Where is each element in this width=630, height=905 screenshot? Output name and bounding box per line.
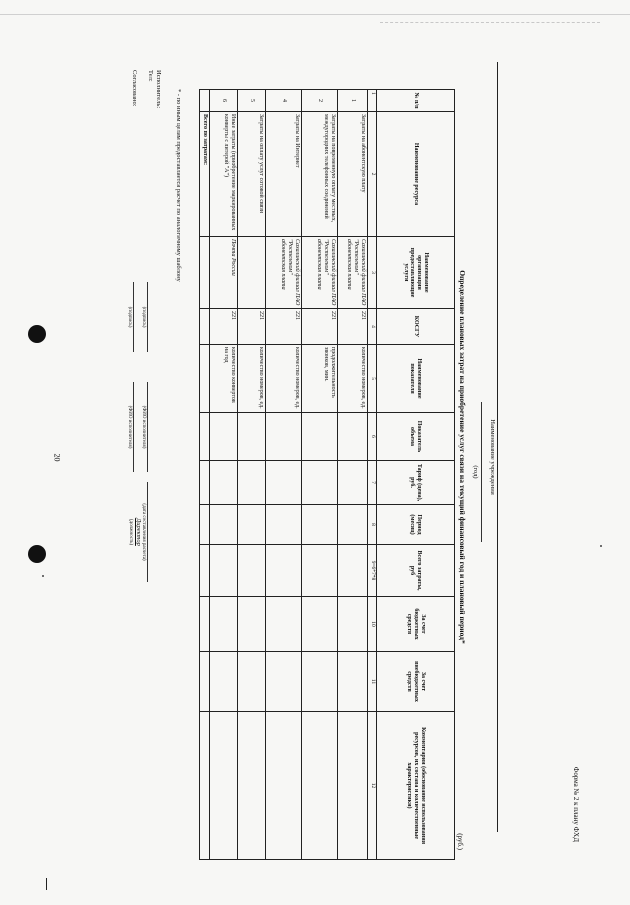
empty-cell bbox=[200, 237, 210, 309]
empty-cell bbox=[210, 413, 238, 461]
column-number-row bbox=[368, 90, 377, 860]
approved-label: Согласовано: bbox=[131, 70, 138, 107]
provider-name: Сахалинский филиал ПАО "Ростелеком" абонентская плата bbox=[302, 237, 338, 309]
rotated-form-page bbox=[127, 52, 600, 862]
name-line bbox=[147, 382, 148, 472]
table-row bbox=[338, 90, 368, 860]
resource-name: Затраты на Интернет bbox=[266, 112, 302, 237]
column-number: 1 bbox=[368, 90, 377, 112]
empty-cell bbox=[266, 545, 302, 597]
column-header: № п/п bbox=[377, 90, 455, 112]
scan-artifact-line bbox=[0, 14, 630, 15]
table-header-row bbox=[377, 90, 455, 860]
empty-cell bbox=[302, 712, 338, 860]
row-number: 1 bbox=[338, 90, 368, 112]
column-header: Комментарии (обоснование использования ресурсов, их состава и количественные характеристики) bbox=[377, 712, 455, 860]
column-header: Тариф (цена), руб. bbox=[377, 461, 455, 505]
empty-cell bbox=[200, 505, 210, 545]
column-number: 2 bbox=[368, 112, 377, 237]
kosgu-code: 221 bbox=[338, 309, 368, 345]
indicator-name: количество конвертов на год bbox=[210, 345, 238, 413]
column-number: 4 bbox=[368, 309, 377, 345]
kosgu-code: 221 bbox=[238, 309, 266, 345]
empty-cell bbox=[338, 505, 368, 545]
scan-artifact-line bbox=[380, 22, 600, 23]
empty-cell bbox=[266, 461, 302, 505]
empty-cell bbox=[210, 652, 238, 712]
column-header: Период (месяц) bbox=[377, 505, 455, 545]
empty-cell bbox=[338, 597, 368, 652]
empty-cell bbox=[200, 652, 210, 712]
column-number: 8 bbox=[368, 505, 377, 545]
scan-mark bbox=[46, 878, 47, 890]
signature-caption: (подпись) bbox=[141, 306, 146, 328]
empty-cell bbox=[266, 652, 302, 712]
empty-cell bbox=[238, 545, 266, 597]
empty-cell bbox=[302, 597, 338, 652]
unit-label: (руб.) bbox=[456, 833, 464, 850]
date-caption: (дата составления расчета) bbox=[141, 503, 146, 561]
table-row bbox=[266, 90, 302, 860]
provider-name: Сахалинский филиал ПАО "Ростелеком" абонентская плата bbox=[338, 237, 368, 309]
column-number: 12 bbox=[368, 712, 377, 860]
column-header: Наименование организации предоставляющие услуги bbox=[377, 237, 455, 309]
total-row bbox=[200, 90, 210, 860]
indicator-name: количество номеров, ед. bbox=[338, 345, 368, 413]
empty-cell bbox=[266, 712, 302, 860]
empty-cell bbox=[238, 505, 266, 545]
table-row bbox=[238, 90, 266, 860]
position-caption: (должность) bbox=[128, 518, 133, 546]
row-number: 6 bbox=[210, 90, 238, 112]
executor-label: Исполнитель: bbox=[155, 70, 162, 109]
column-header: За счет внебюджетных средств bbox=[377, 652, 455, 712]
scan-speck bbox=[42, 575, 44, 577]
date-line bbox=[147, 482, 148, 582]
column-header: Всего затраты, руб bbox=[377, 545, 455, 597]
empty-cell bbox=[338, 461, 368, 505]
empty-cell bbox=[200, 309, 210, 345]
empty-cell bbox=[210, 545, 238, 597]
punch-hole bbox=[28, 325, 46, 343]
provider-name: Почта России bbox=[210, 237, 238, 309]
empty-cell bbox=[210, 461, 238, 505]
year-rule bbox=[481, 402, 482, 542]
footnote: * - по иным целям предоставляется расчет по аналогичному шаблону bbox=[175, 89, 182, 282]
empty-cell bbox=[302, 545, 338, 597]
empty-cell bbox=[200, 413, 210, 461]
empty-cell bbox=[210, 712, 238, 860]
empty-cell bbox=[266, 597, 302, 652]
punch-hole bbox=[28, 545, 46, 563]
indicator-name: количество номеров, ед. bbox=[238, 345, 266, 413]
position-value: Директор bbox=[135, 518, 142, 546]
provider-name bbox=[238, 237, 266, 309]
empty-cell bbox=[210, 505, 238, 545]
column-header: Показатель объема bbox=[377, 413, 455, 461]
empty-cell bbox=[238, 597, 266, 652]
empty-cell bbox=[302, 461, 338, 505]
page-title: Определение плановых затрат на приобретение услуг связи на текущий финансовый год и плановый период* bbox=[458, 270, 467, 644]
empty-cell bbox=[302, 505, 338, 545]
column-number: 10 bbox=[368, 597, 377, 652]
empty-cell bbox=[200, 461, 210, 505]
column-header: Наименование показателя bbox=[377, 345, 455, 413]
empty-cell bbox=[338, 712, 368, 860]
organization-caption: Наименование учреждения bbox=[489, 419, 496, 495]
year-caption: (год) bbox=[472, 465, 479, 479]
resource-name: Иные затраты (приобретение маркированных конверты с литерой "А") bbox=[210, 112, 238, 237]
resource-name: Затраты на оплату услуг сотовой связи bbox=[238, 112, 266, 237]
empty-cell bbox=[302, 652, 338, 712]
signature-line bbox=[147, 282, 148, 352]
phone-label: Тел: bbox=[147, 70, 154, 82]
column-header: КОСГУ bbox=[377, 309, 455, 345]
indicator-name: количество номеров, ед. bbox=[266, 345, 302, 413]
column-number: 3 bbox=[368, 237, 377, 309]
empty-cell bbox=[238, 461, 266, 505]
row-number: 2 bbox=[302, 90, 338, 112]
kosgu-code: 221 bbox=[210, 309, 238, 345]
empty-cell bbox=[266, 505, 302, 545]
empty-cell bbox=[338, 545, 368, 597]
expense-table bbox=[199, 89, 455, 860]
column-header: За счет бюджетных средств bbox=[377, 597, 455, 652]
column-number: 11 bbox=[368, 652, 377, 712]
signature-caption: (подпись) bbox=[127, 306, 132, 328]
empty-cell bbox=[266, 413, 302, 461]
empty-cell bbox=[200, 90, 210, 112]
column-header: Наименование ресурса bbox=[377, 112, 455, 237]
empty-cell bbox=[238, 712, 266, 860]
table-row bbox=[302, 90, 338, 860]
total-label: Всего по затратам: bbox=[200, 112, 210, 237]
empty-cell bbox=[200, 545, 210, 597]
empty-cell bbox=[200, 712, 210, 860]
empty-cell bbox=[338, 413, 368, 461]
empty-cell bbox=[210, 597, 238, 652]
resource-name: Затраты на повременную оплату местных, междугородних телефонных соединений bbox=[302, 112, 338, 237]
row-number: 5 bbox=[238, 90, 266, 112]
name-line bbox=[133, 382, 134, 472]
name-caption: (ФИО исполнителя) bbox=[127, 405, 132, 449]
signature-line bbox=[133, 282, 134, 352]
column-number: 6 bbox=[368, 413, 377, 461]
organization-rule bbox=[497, 62, 498, 832]
empty-cell bbox=[238, 413, 266, 461]
kosgu-code: 221 bbox=[302, 309, 338, 345]
column-number: 9=6*7*8 bbox=[368, 545, 377, 597]
empty-cell bbox=[200, 597, 210, 652]
kosgu-code: 221 bbox=[266, 309, 302, 345]
scan-speck bbox=[600, 545, 602, 547]
empty-cell bbox=[200, 345, 210, 413]
indicator-name: продолжительность звонков, мин. bbox=[302, 345, 338, 413]
page-number: 20 bbox=[52, 453, 62, 462]
provider-name: Сахалинский филиал ПАО "Ростелеком" абонентская плата bbox=[266, 237, 302, 309]
empty-cell bbox=[338, 652, 368, 712]
form-label: Форма № 2 к плану ФХД bbox=[572, 766, 580, 842]
resource-name: Затраты на абонентскую плату bbox=[338, 112, 368, 237]
empty-cell bbox=[302, 413, 338, 461]
row-number: 4 bbox=[266, 90, 302, 112]
name-caption: (ФИО исполнителя) bbox=[141, 405, 146, 449]
empty-cell bbox=[238, 652, 266, 712]
column-number: 7 bbox=[368, 461, 377, 505]
column-number: 5 bbox=[368, 345, 377, 413]
table-row bbox=[210, 90, 238, 860]
